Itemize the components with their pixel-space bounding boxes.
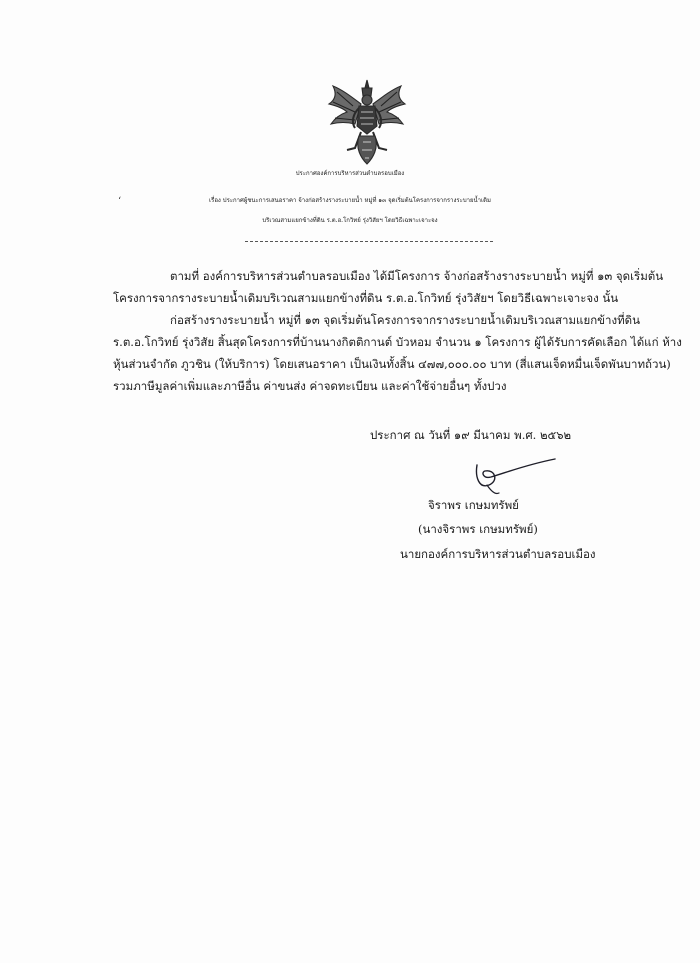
body-line: ร.ต.อ.โกวิทย์ รุ่งวิสัย สิ้นสุดโครงการที่บ้านนางกิตติกานต์ บัวหอม จำนวน ๑ โครงการ ผู้ได้รับการคัดเลือก ได้แก่ ห้าง [113, 335, 682, 349]
signer-name-full: (นางจิราพร เกษมทรัพย์) [418, 522, 538, 536]
announcement-date: ประกาศ ณ วันที่ ๑๙ มีนาคม พ.ศ. ๒๕๖๒ [370, 428, 572, 442]
punch-mark: ʻ [118, 196, 122, 207]
handwritten-signature [465, 455, 565, 500]
separator-line [245, 241, 493, 242]
document-title: ประกาศองค์การบริหารส่วนตำบลรอบเมือง [295, 170, 405, 177]
signer-name: จิราพร เกษมทรัพย์ [428, 498, 519, 512]
body-line: หุ้นส่วนจำกัด ภูวชิน (ให้บริการ) โดยเสนอราคา เป็นเงินทั้งสิ้น ๔๗๗,๐๐๐.๐๐ บาท (สี่แสนเจ็ดหมื่นเจ็ดพันบาทถ้วน) [113, 357, 671, 371]
document-subject-line2: บริเวณสามแยกข้างที่ดิน ร.ต.อ.โกวิทย์ รุ่งวิสัยฯ โดยวิธีเฉพาะเจาะจง [262, 217, 438, 224]
signer-position: นายกองค์การบริหารส่วนตำบลรอบเมือง [400, 547, 596, 561]
body-line: รวมภาษีมูลค่าเพิ่มและภาษีอื่น ค่าขนส่ง ค่าจดทะเบียน และค่าใช้จ่ายอื่นๆ ทั้งปวง [113, 379, 507, 393]
body-line: โครงการจากรางระบายน้ำเดิมบริเวณสามแยกข้างที่ดิน ร.ต.อ.โกวิทย์ รุ่งวิสัยฯ โดยวิธีเฉพาะเจาะจง นั้น [113, 291, 619, 305]
body-line: ตามที่ องค์การบริหารส่วนตำบลรอบเมือง ได้มีโครงการ จ้างก่อสร้างรางระบายน้ำ หมู่ที่ ๑๓ จุดเริ่มต้น [170, 269, 664, 283]
garuda-emblem-icon [325, 78, 410, 166]
document-subject-line1: เรื่อง ประกาศผู้ชนะการเสนอราคา จ้างก่อสร้างรางระบายน้ำ หมู่ที่ ๑๓ จุดเริ่มต้นโครงการจากรางระบายน้ำเดิม [209, 197, 491, 204]
body-line: ก่อสร้างรางระบายน้ำ หมู่ที่ ๑๓ จุดเริ่มต้นโครงการจากรางระบายน้ำเดิมบริเวณสามแยกข้างที่ดิน [170, 313, 641, 327]
